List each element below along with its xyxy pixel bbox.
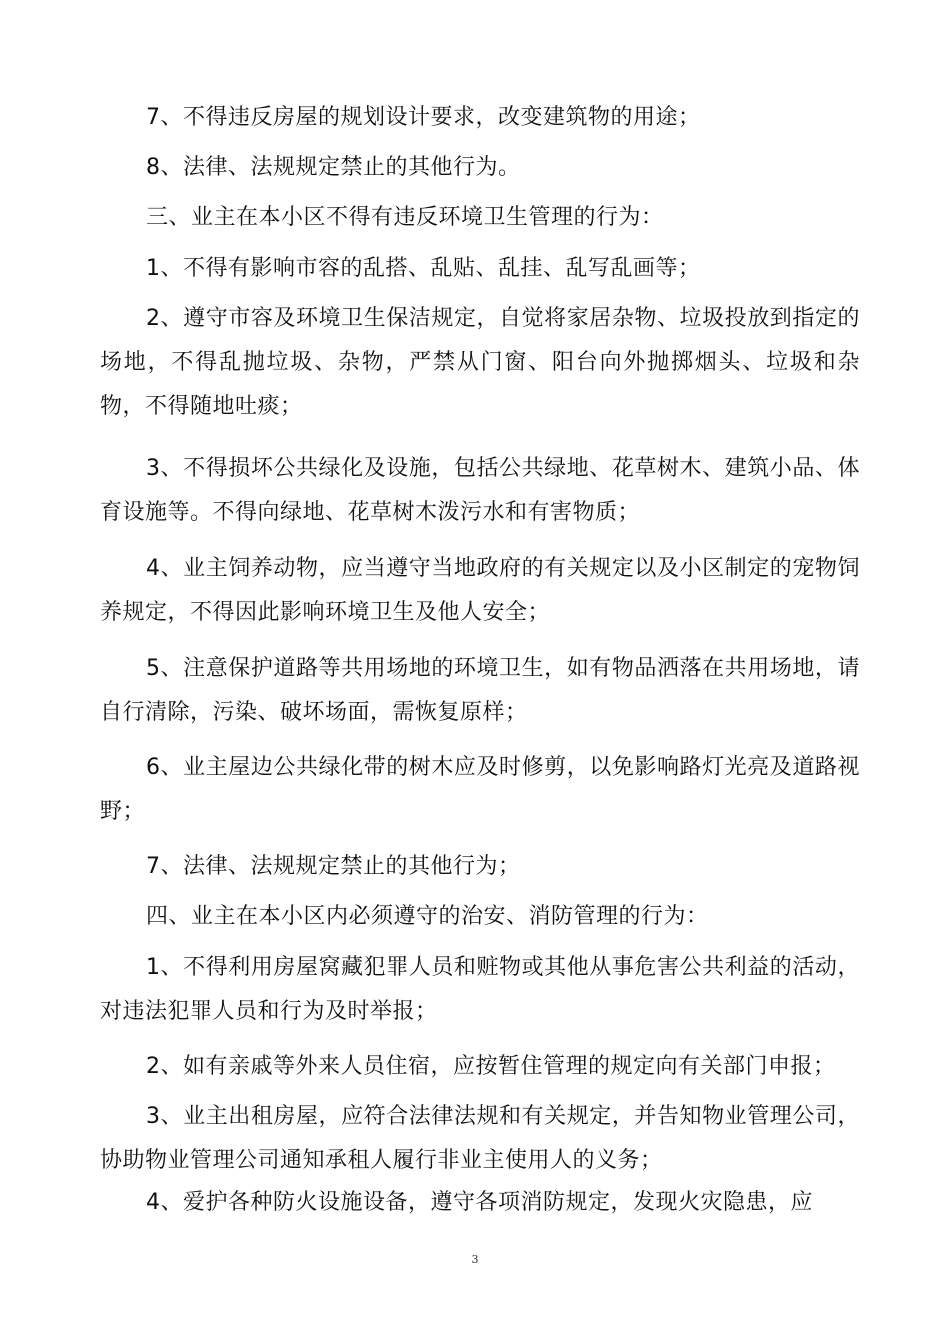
paragraph-4-pets: 4、业主饲养动物，应当遵守当地政府的有关规定以及小区制定的宠物饲养规定，不得因此影响环境卫生及他人安全；: [100, 556, 860, 625]
paragraph-2-visitors: 2、如有亲戚等外来人员住宿，应按暂住管理的规定向有关部门申报；: [146, 1054, 836, 1079]
paragraph-7-other-acts: 7、法律、法规规定禁止的其他行为；: [146, 854, 521, 879]
paragraph-3-renting: 3、业主出租房屋，应符合法律法规和有关规定，并告知物业管理公司，协助物业管理公司通知承租人履行非业主使用人的义务；: [100, 1104, 860, 1173]
paragraph-5-shared-spaces: 5、注意保护道路等共用场地的环境卫生，如有物品洒落在共用场地，请自行清除，污染、破坏场面，需恢复原样；: [100, 656, 860, 725]
page-number: 3: [471, 1253, 479, 1266]
section-heading-security-fire: 四、业主在本小区内必须遵守的治安、消防管理的行为：: [146, 904, 709, 929]
paragraph-4-fire-safety: 4、爱护各种防火设施设备，遵守各项消防规定，发现火灾隐患，应: [146, 1190, 813, 1215]
paragraph-8-other-acts: 8、法律、法规规定禁止的其他行为。: [146, 155, 521, 180]
paragraph-7-planning: 7、不得违反房屋的规划设计要求，改变建筑物的用途；: [146, 105, 701, 130]
paragraph-3-greenery: 3、不得损坏公共绿化及设施，包括公共绿地、花草树木、建筑小品、体育设施等。不得向绿地、花草树木泼污水和有害物质；: [100, 456, 860, 525]
paragraph-2-cleanliness: 2、遵守市容及环境卫生保洁规定，自觉将家居杂物、垃圾投放到指定的场地，不得乱抛垃圾、杂物，严禁从门窗、阳台向外抛掷烟头、垃圾和杂物，不得随地吐痰；: [100, 306, 860, 419]
paragraph-1-crime: 1、不得利用房屋窝藏犯罪人员和赃物或其他从事危害公共利益的活动，对违法犯罪人员和行为及时举报；: [100, 955, 860, 1024]
paragraph-1-appearance: 1、不得有影响市容的乱搭、乱贴、乱挂、乱写乱画等；: [146, 256, 701, 281]
paragraph-6-trees: 6、业主屋边公共绿化带的树木应及时修剪，以免影响路灯光亮及道路视野；: [100, 755, 860, 824]
section-heading-sanitation: 三、业主在本小区不得有违反环境卫生管理的行为：: [146, 205, 664, 230]
